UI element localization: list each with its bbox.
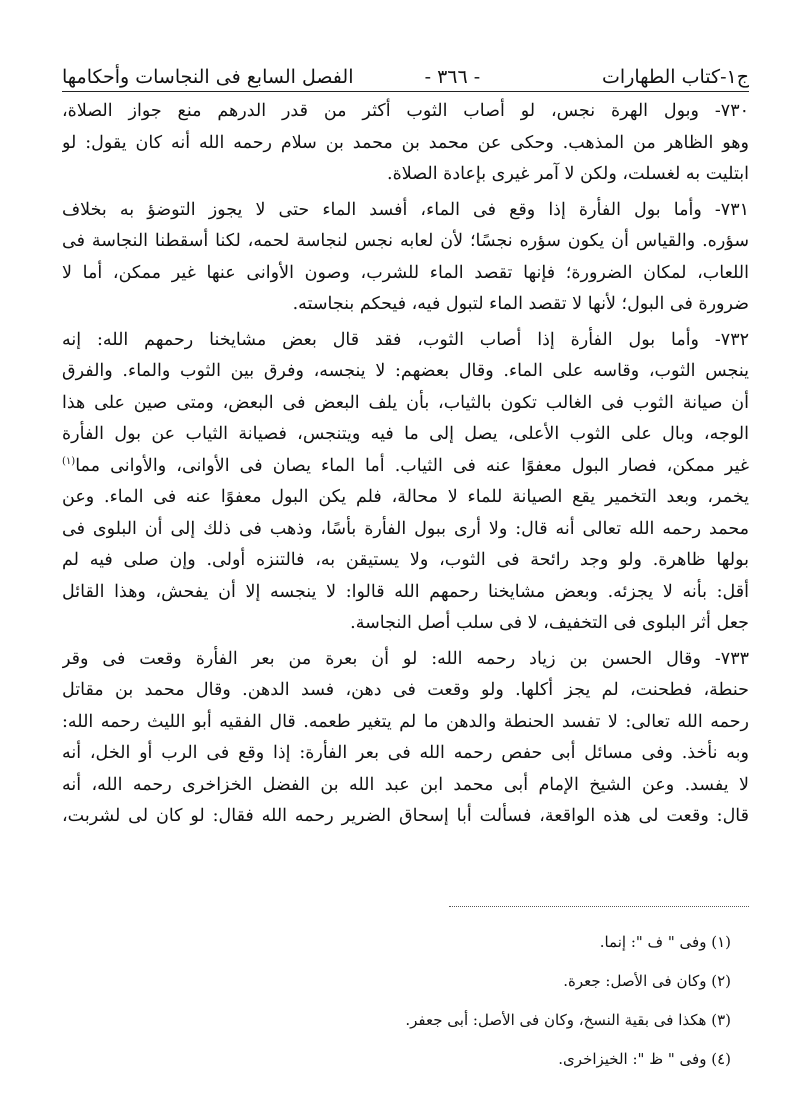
running-header bbox=[62, 58, 749, 88]
text-line: يخمر، وبعد التخمير يقع الصيانة للماء لا محالة، فلم يكن البول معفوًا عنه فى الماء. وعن bbox=[62, 487, 749, 507]
text-line: الوجه، وبال على الثوب الأعلى، يصل إلى ما فيه ويتنجس، فصيانة الثياب عن بول الفأرة bbox=[62, 424, 749, 444]
paragraph-733 bbox=[62, 644, 749, 833]
text-line: جعل أثر البلوى فى التخفيف، لا فى سلب أصل النجاسة. bbox=[350, 613, 749, 633]
text-line: ابتليت به لغسلت، ولكن لا آمر غيرى بإعادة الصلاة. bbox=[387, 164, 749, 184]
text-line: محمد رحمه الله تعالى أنه قال: ولا أرى ببول الفأرة بأسًا، وذهب فى ذلك إلى أن البلوى فى bbox=[62, 518, 749, 539]
text-line: وهو الظاهر من المذهب. وحكى عن محمد بن محمد بن سلام رحمه الله أنه كان يقول: لو bbox=[62, 132, 749, 153]
footnote-4: (٤) وفى " ظ ": الخيزاخرى. bbox=[558, 1050, 731, 1068]
header-rule bbox=[62, 91, 749, 92]
footnote-2: (٢) وكان فى الأصل: جعرة. bbox=[563, 972, 731, 990]
text-line: أن صيانة الثوب فى الغالب تكون بالثياب، بأن يلف البعض فى البعض، ومتى صين على هذا bbox=[62, 392, 749, 413]
text-line: سؤره. والقياس أن يكون سؤره نجسًا؛ لأن لعابه نجس لنجاسة لحمه، لكنا أسقطنا النجاسة فى bbox=[62, 231, 749, 251]
text-line: ٧٣٠- وبول الهرة نجس، لو أصاب الثوب أكثر من قدر الدرهم منع جواز الصلاة، bbox=[62, 101, 749, 121]
text-line: ضرورة فى البول؛ لأنها لا تقصد الماء لتبول فيه، فيحكم بنجاسته. bbox=[292, 294, 749, 314]
text-line-with-note-1 bbox=[62, 451, 749, 483]
header-page-number: - ٣٦٦ - bbox=[424, 66, 481, 88]
text-line: اللعاب، لمكان الضرورة؛ فإنها تقصد الماء للشرب، وصون الأوانى عنها غير ممكن، أما لا bbox=[62, 262, 749, 283]
text-line: قال: وقعت لى هذه الواقعة، فسألت أبا إسحاق الضرير رحمه الله فقال: لو كان لى لشربت، bbox=[62, 806, 749, 826]
header-chapter-title: الفصل السابع فى النجاسات وأحكامها bbox=[62, 66, 354, 88]
text-line: ٧٣١- وأما بول الفأرة إذا وقع فى الماء، أفسد الماء حتى لا يجوز التوضؤ به بخلاف bbox=[62, 199, 749, 220]
text-line: أقل: بأنه لا يجزئه. وبعض مشايخنا رحمهم الله قالوا: لا ينجسه إلا أن يفحش، وهذا القائل bbox=[62, 581, 749, 602]
text-segment: غير ممكن، فصار البول معفوًا عنه فى الثياب. أما الماء يصان فى الأوانى، والأوانى مما bbox=[75, 455, 749, 476]
text-line: بولها ظاهرة. ولو وجد رائحة فى الثوب، ولا يستيقن به، فالتنزه أولى. وإن صلى فيه لم bbox=[62, 550, 749, 570]
footnote-separator bbox=[449, 906, 749, 907]
text-line: وبه نأخذ. وفى مسائل أبى حفص رحمه الله فى بعر الفأرة: إذا وقع فى الرب أو الخل، أنه bbox=[62, 743, 749, 763]
footnote-1: (١) وفى " ف ": إنما. bbox=[599, 933, 731, 951]
paragraph-731 bbox=[62, 195, 749, 321]
footnote-3: (٣) هكذا فى بقية النسخ، وكان فى الأصل: أبى جعفر. bbox=[405, 1011, 731, 1029]
main-text bbox=[62, 96, 749, 833]
text-line: ينجس الثوب، وقاسه على الماء. وقال بعضهم: لا ينجسه، وفرق بين الثوب والماء. والفرق bbox=[62, 361, 749, 381]
paragraph-730 bbox=[62, 96, 749, 191]
text-line: حنطة، فطحنت، لم يجز أكلها. ولو وقعت فى دهن، فسد الدهن. وقال محمد بن مقاتل bbox=[62, 680, 749, 700]
footnote-mark-1: (١) bbox=[62, 455, 76, 467]
text-line: رحمه الله تعالى: لا تفسد الحنطة والدهن ما لم يتغير طعمه. قال الفقيه أبو الليث رحمه الله: bbox=[62, 711, 749, 732]
text-line: ٧٣٣- وقال الحسن بن زياد رحمه الله: لو أن بعرة من بعر الفأرة وقعت فى وقر bbox=[62, 648, 749, 669]
paragraph-732 bbox=[62, 325, 749, 640]
text-line: لا يفسد. وعن الشيخ الإمام أبى محمد ابن عبد الله بن الفضل الخزاخرى رحمه الله، أنه bbox=[62, 774, 749, 795]
header-book-title: ج١-كتاب الطهارات bbox=[602, 66, 749, 88]
text-line: ٧٣٢- وأما بول الفأرة إذا أصاب الثوب، فقد قال بعض مشايخنا رحمهم الله: إنه bbox=[62, 329, 749, 350]
footnotes bbox=[200, 923, 731, 1079]
